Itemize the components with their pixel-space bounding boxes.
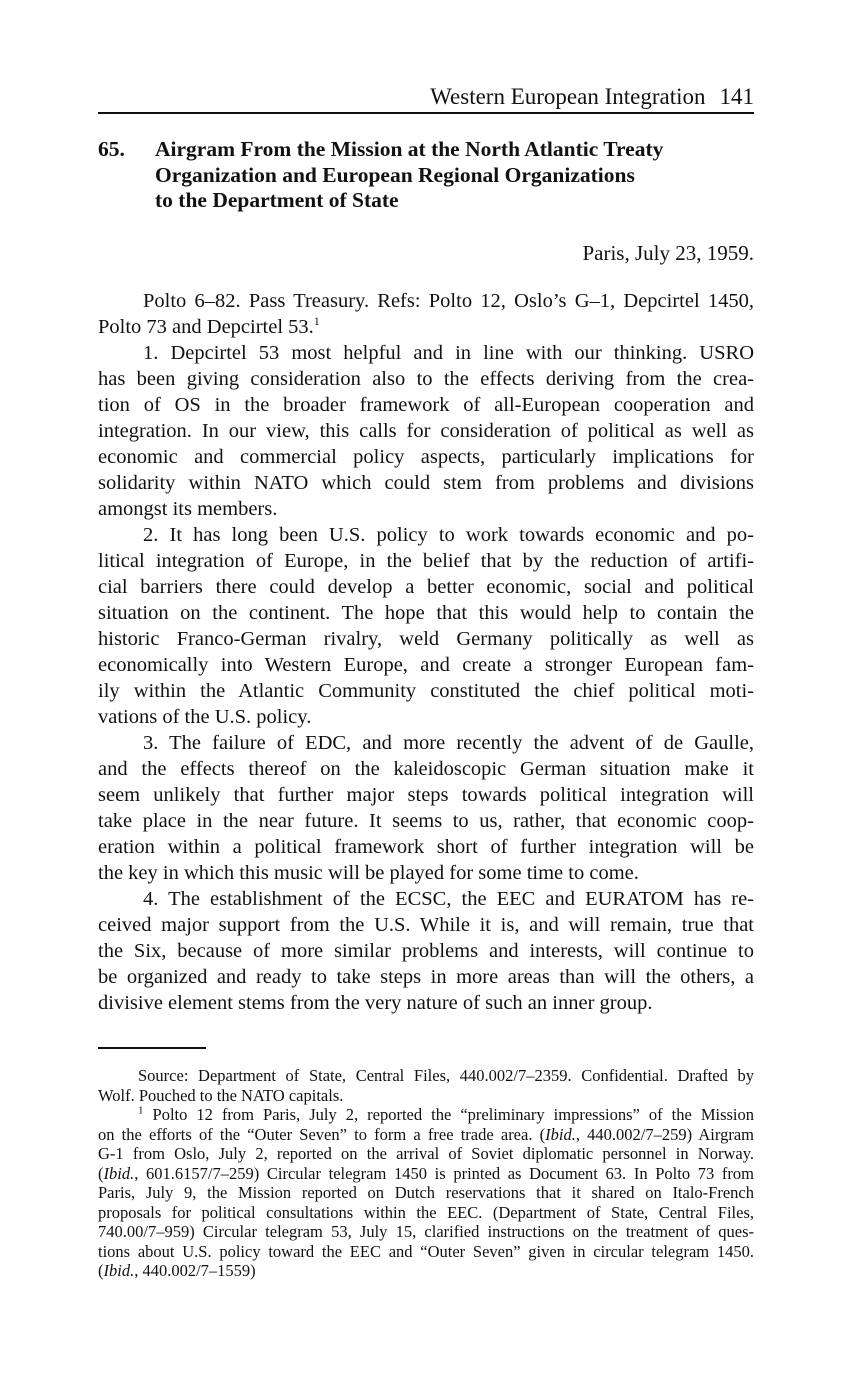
running-head-title: Western European Integration <box>430 84 706 109</box>
document-title-line: to the Department of State <box>155 188 399 212</box>
paragraph-line: take place in the near future. It seems to us, rather, that economic coop- <box>98 810 754 832</box>
paragraph-line: economic and commercial policy aspects, particularly implications for <box>98 446 754 468</box>
footnote-text: tions about U.S. policy toward the EEC and “Outer Seven” given in circular telegram 1450. <box>98 1241 754 1261</box>
footnote-text: proposals for political consultations within the EEC. (Department of State, Central Files, <box>98 1202 754 1222</box>
footnote-text: ( <box>98 1261 104 1280</box>
footnote-line <box>98 1222 754 1242</box>
document-title-line: Airgram From the Mission at the North Atlantic Treaty <box>155 137 664 161</box>
paragraph-line: ily within the Atlantic Community constituted the chief political moti- <box>98 680 754 702</box>
paragraph-line: 4. The establishment of the ECSC, the EEC and EURATOM has re- <box>143 888 754 910</box>
footnote-text: 740.00/7–959) Circular telegram 53, July 15, clarified instructions on the treatment of ques- <box>98 1222 754 1241</box>
footnote-line <box>98 1144 754 1164</box>
document-heading <box>98 137 754 214</box>
paragraph-line: divisive element stems from the very nature of such an inner group. <box>98 992 653 1014</box>
document-page <box>98 0 754 1380</box>
footnote-line <box>98 1242 754 1262</box>
paragraph-line: the key in which this music will be played for some time to come. <box>98 862 639 884</box>
paragraph-line: economically into Western Europe, and create a stronger European fam- <box>98 654 754 676</box>
notes <box>98 1066 754 1281</box>
paragraph <box>98 730 754 886</box>
paragraph-line: has been giving consideration also to the effects deriving from the crea- <box>98 368 754 390</box>
paragraph-line: integration. In our view, this calls for consideration of political as well as <box>98 420 754 442</box>
footnote-line <box>98 1105 754 1125</box>
source-note <box>98 1066 754 1105</box>
paragraph-line: situation on the continent. The hope that this would help to contain the <box>98 602 754 624</box>
header-rule <box>98 112 754 114</box>
footnote-text: on the efforts of the “Outer Seven” to form a free trade area. ( <box>98 1124 546 1144</box>
paragraph-line: solidarity within NATO which could stem from problems and divisions <box>98 472 754 494</box>
paragraph <box>98 522 754 730</box>
paragraph-line: 3. The failure of EDC, and more recently the advent of de Gaulle, <box>143 732 754 754</box>
footnote-text: Polto 12 from Paris, July 2, reported the “preliminary impressions” of the Mission <box>152 1105 754 1124</box>
footnote-line <box>98 1125 754 1145</box>
source-note-line: Wolf. Pouched to the NATO capitals. <box>98 1085 344 1105</box>
footnote-reference[interactable]: 1 <box>313 314 320 329</box>
footnote-text: , 440.002/7–259) Airgram <box>575 1124 754 1144</box>
paragraph-line: 2. It has long been U.S. policy to work towards economic and po- <box>143 524 754 546</box>
footnote-marker: 1 <box>138 1104 144 1117</box>
footnote-citation-ibid: Ibid. <box>103 1163 135 1183</box>
footnote-citation-ibid: Ibid. <box>103 1261 135 1280</box>
body-text <box>98 288 754 1016</box>
source-note-line: Source: Department of State, Central Files, 440.002/7–2359. Confidential. Drafted by <box>138 1066 754 1085</box>
paragraph-line: be organized and ready to take steps in more areas than will the others, a <box>98 966 754 988</box>
paragraph-line: Polto 6–82. Pass Treasury. Refs: Polto 12, Oslo’s G–1, Depcirtel 1450, <box>143 290 754 312</box>
footnote-rule <box>98 1047 206 1049</box>
paragraph-line: historic Franco-German rivalry, weld Germany politically as well as <box>98 628 754 650</box>
footnote-line <box>98 1183 754 1203</box>
paragraph-line: and the effects thereof on the kaleidoscopic German situation make it <box>98 758 754 780</box>
footnote-text: Paris, July 9, the Mission reported on Dutch reservations that it shared on Italo-French <box>98 1183 754 1202</box>
running-head <box>98 82 754 112</box>
paragraph-line: tion of OS in the broader framework of all-European cooperation and <box>98 394 754 416</box>
paragraph-line: cial barriers there could develop a better economic, social and political <box>98 576 754 598</box>
paragraph-line: amongst its members. <box>98 498 278 520</box>
document-title <box>155 137 715 214</box>
document-title-line: Organization and European Regional Organizations <box>155 162 635 187</box>
paragraph-line: seem unlikely that further major steps towards political integration will <box>98 784 754 806</box>
paragraph-line: litical integration of Europe, in the belief that by the reduction of artifi- <box>98 550 754 572</box>
footnote-line <box>98 1203 754 1223</box>
footnote-1 <box>98 1105 754 1281</box>
footnote-text: G-1 from Oslo, July 2, reported on the arrival of Soviet diplomatic personnel in Norway. <box>98 1144 754 1163</box>
footnote-text: ( <box>98 1163 104 1183</box>
footnote-text: , 440.002/7–1559) <box>134 1261 256 1280</box>
paragraph-line: eration within a political framework short of further integration will be <box>98 836 754 858</box>
document-number: 65. <box>98 137 125 161</box>
paragraph-line: Polto 73 and Depcirtel 53.$^1$ <box>98 314 320 338</box>
paragraph-line: vations of the U.S. policy. <box>98 706 312 728</box>
footnote-line <box>98 1164 754 1184</box>
footnote-line <box>98 1261 754 1281</box>
paragraph-line: the Six, because of more similar problems and interests, will continue to <box>98 940 754 962</box>
paragraph <box>98 288 754 340</box>
footnote-citation-ibid: Ibid. <box>545 1124 576 1144</box>
paragraph-line: ceived major support from the U.S. While it is, and will remain, true that <box>98 914 754 936</box>
paragraph <box>98 886 754 1016</box>
page-number: 141 <box>719 84 754 109</box>
dateline: Paris, July 23, 1959. <box>582 241 754 265</box>
footnote-text: , 601.6157/7–259) Circular telegram 1450 is printed as Document 63. In Polto 73 from <box>134 1163 754 1183</box>
paragraph <box>98 340 754 522</box>
paragraph-line: 1. Depcirtel 53 most helpful and in line with our thinking. USRO <box>143 342 754 364</box>
